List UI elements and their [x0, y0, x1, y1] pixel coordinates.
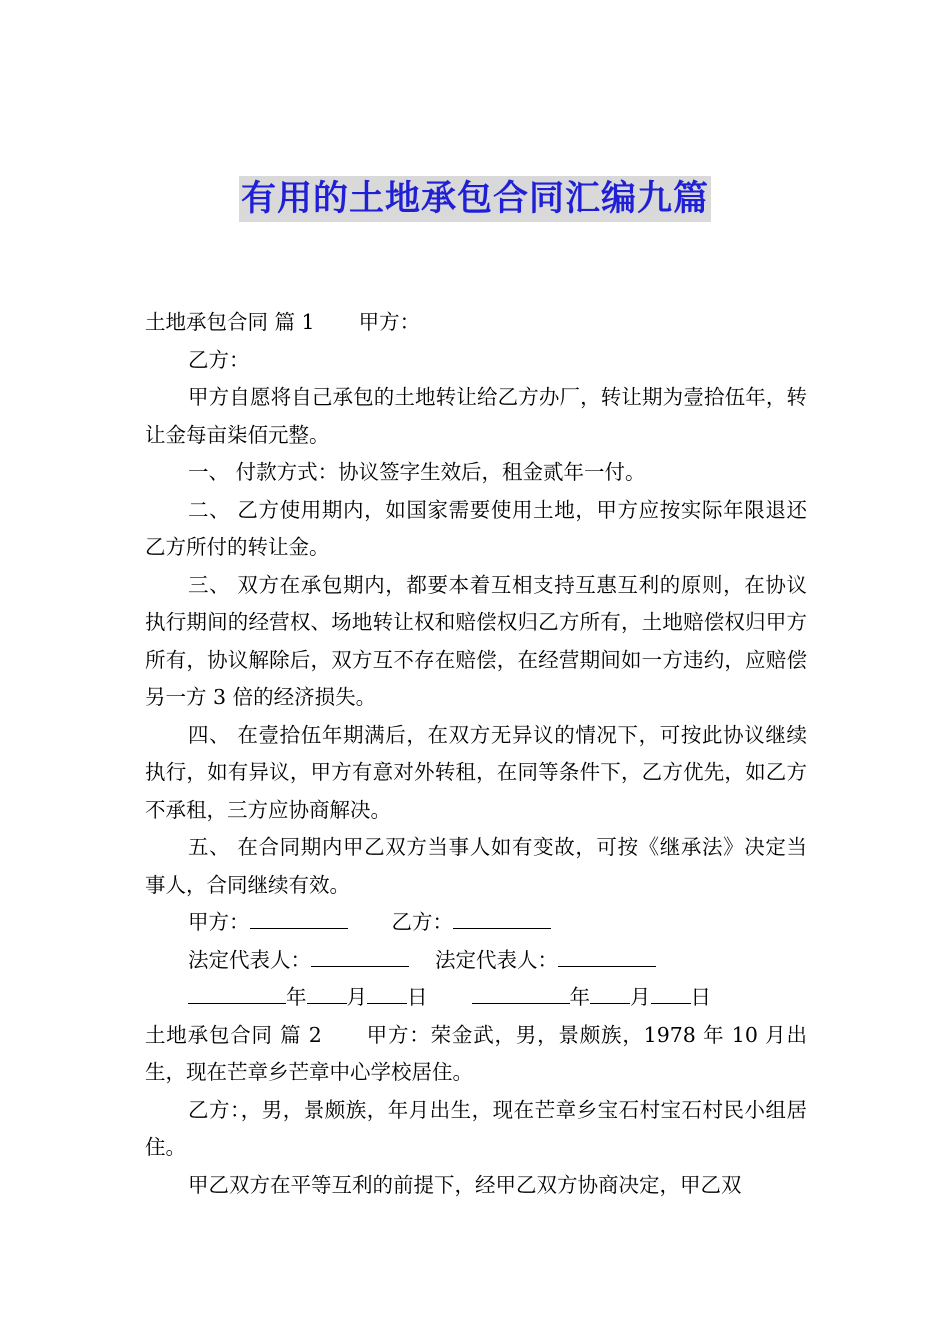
- section1-heading-line: [145, 304, 807, 342]
- document-title: 有用的土地承包合同汇编九篇: [239, 176, 711, 222]
- section2-party-a: 甲方：荣金武，男，景颇族，1978 年 10 月出生，现在芒章乡芒章中心学校居住。: [145, 1022, 807, 1084]
- section1-party-b: 乙方：: [188, 347, 250, 372]
- date-b-year: 年: [569, 985, 591, 1009]
- section2-paragraph: 甲乙双方在平等互利的前提下，经甲乙双方协商决定，甲乙双: [188, 1172, 742, 1197]
- section1-clause-1: 一、 付款方式：协议签字生效后，租金贰年一付。: [188, 460, 646, 484]
- section2-heading: 土地承包合同 篇 2: [145, 1022, 322, 1047]
- date-a-month-blank: [307, 985, 347, 1004]
- date-line: [145, 979, 807, 1017]
- date-b-month: 月: [630, 985, 651, 1009]
- section1-paragraph: 甲方自愿将自己承包的土地转让给乙方办厂，转让期为壹拾伍年，转让金每亩柒佰元整。: [145, 385, 807, 447]
- section1-clause-3: 三、 双方在承包期内，都要本着互相支持互惠互利的原则，在协议执行期间的经营权、场地转让权和赔偿权归乙方所有，土地赔偿权归甲方所有，协议解除后，双方互不存在赔偿，在经营期间如一方违约，应赔偿另一方 3 倍的经济损失。: [145, 572, 807, 709]
- sign-party-a-blank: [250, 910, 348, 929]
- date-b-day: 日: [690, 985, 712, 1009]
- signature-line: [145, 904, 807, 942]
- date-a-day: 日: [407, 985, 428, 1009]
- rep-b-label: 法定代表人：: [435, 947, 559, 972]
- date-b-year-blank: [472, 985, 570, 1004]
- section1-clause-2: 二、 乙方使用期内，如国家需要使用土地，甲方应按实际年限退还乙方所付的转让金。: [145, 497, 807, 559]
- date-a-year: 年: [286, 985, 307, 1009]
- sign-party-b-blank: [453, 910, 551, 929]
- title-container: [0, 176, 950, 222]
- section2-heading-line: [145, 1017, 807, 1092]
- sign-party-a-label: 甲方：: [188, 910, 250, 934]
- date-b-month-blank: [590, 985, 630, 1004]
- section1-clause-4: 四、 在壹拾伍年期满后，在双方无异议的情况下，可按此协议继续执行，如有异议，甲方有意对外转租，在同等条件下，乙方优先，如乙方不承租，三方应协商解决。: [145, 722, 807, 822]
- section2-party-b: 乙方：，男，景颇族，年月出生，现在芒章乡宝石村宝石村民小组居住。: [145, 1097, 807, 1159]
- section1-heading: 土地承包合同 篇 1: [145, 310, 315, 334]
- date-a-day-blank: [367, 985, 407, 1004]
- document-body: [145, 304, 807, 1204]
- section1-clause-5: 五、 在合同期内甲乙双方当事人如有变故，可按《继承法》决定当事人，合同继续有效。: [145, 835, 807, 897]
- rep-a-blank: [311, 948, 409, 967]
- section1-party-a: 甲方：: [358, 310, 421, 334]
- rep-b-blank: [558, 948, 656, 967]
- date-b-day-blank: [651, 985, 691, 1004]
- representative-line: [145, 942, 807, 980]
- date-a-month: 月: [346, 985, 368, 1009]
- date-a-year-blank: [188, 985, 286, 1004]
- rep-a-label: 法定代表人：: [188, 947, 312, 972]
- sign-party-b-label: 乙方：: [391, 910, 454, 934]
